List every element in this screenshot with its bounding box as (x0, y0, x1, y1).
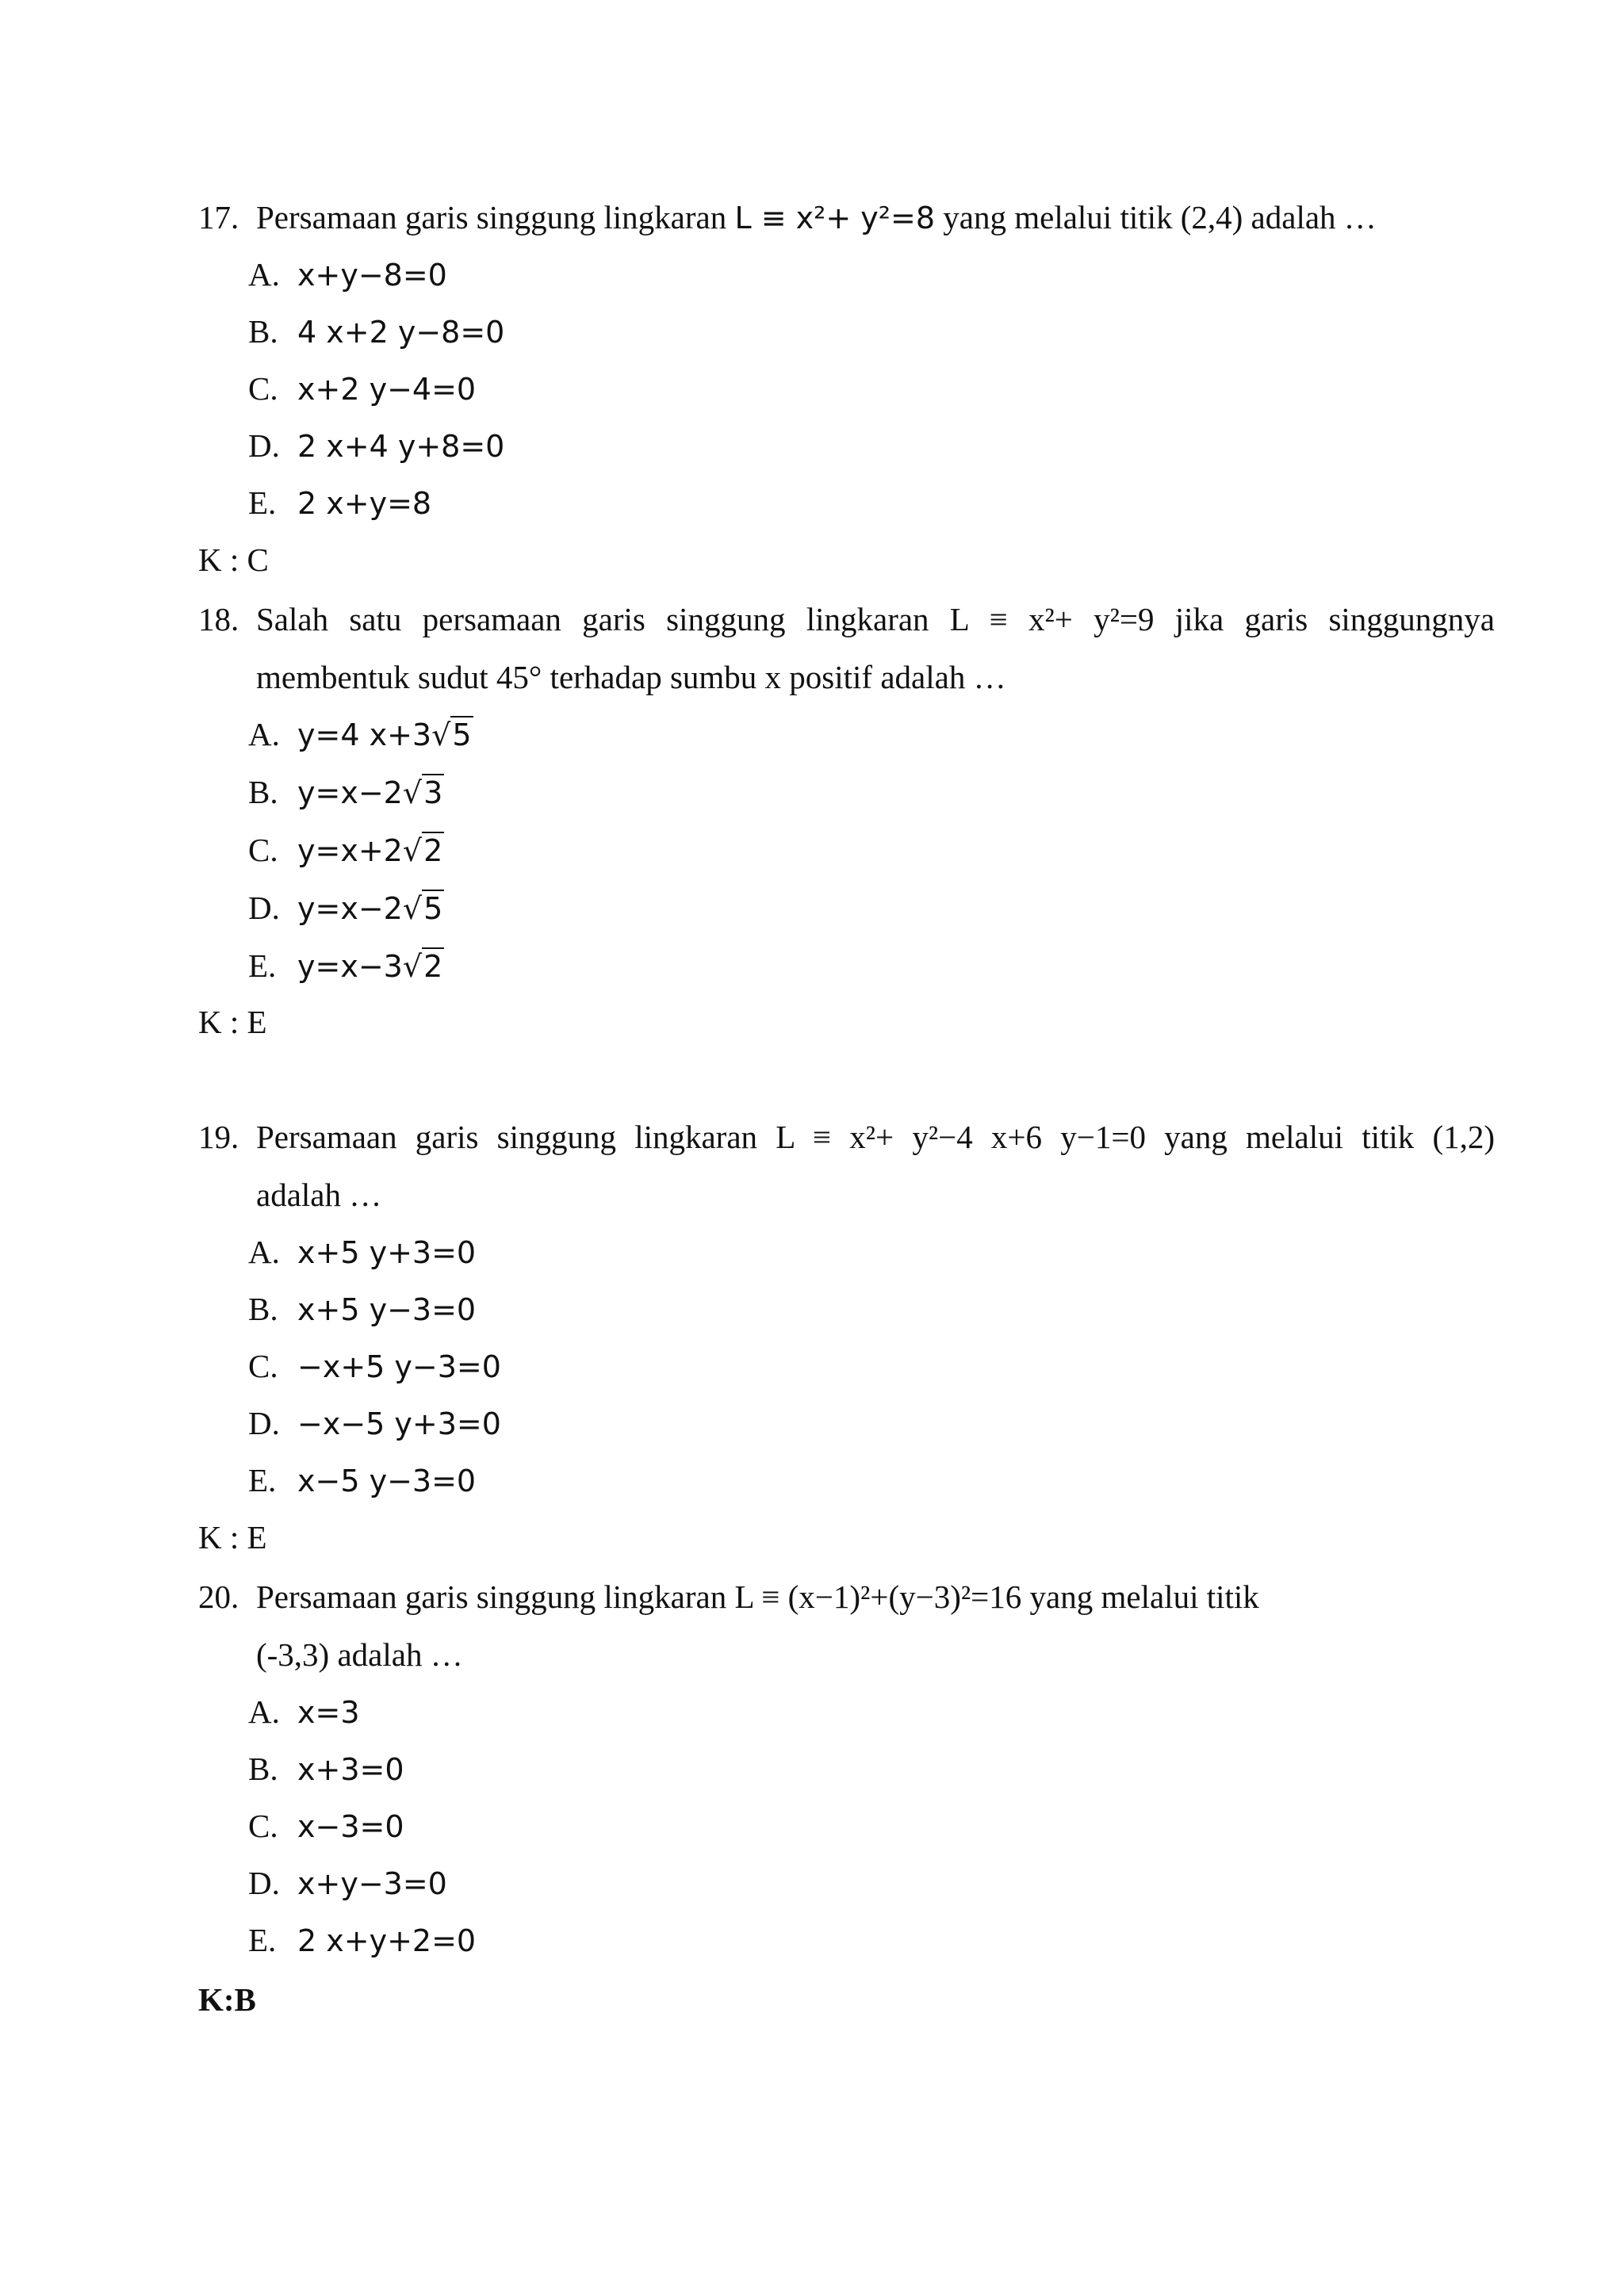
option-text: x+5 y+3=0 (297, 1235, 477, 1270)
sqrt-icon: √5 (431, 718, 472, 752)
radicand: 3 (423, 775, 443, 810)
question-18-option-a[interactable] (248, 715, 473, 753)
radicand: 2 (423, 949, 443, 984)
question-20-stem-line2: (-3,3) adalah … (256, 1636, 463, 1673)
question-17-stem (256, 198, 1377, 236)
question-19-stem-line2: adalah … (256, 1177, 382, 1213)
option-letter: C. (248, 832, 278, 868)
question-18-stem-line1: Salah satu persamaan garis singgung lingkaran L ≡ x²+ y²=9 jika garis singgungnya (256, 601, 1495, 637)
option-text: −x+5 y−3=0 (297, 1349, 501, 1384)
option-letter: D. (248, 1405, 280, 1441)
question-20-number: 20. (198, 1578, 239, 1615)
sqrt-icon: √3 (402, 775, 443, 810)
option-text: x−3=0 (297, 1809, 404, 1844)
question-19-option-c[interactable] (248, 1347, 501, 1385)
option-text: x+y−3=0 (297, 1866, 447, 1901)
option-text: y=x−3 (297, 949, 403, 984)
question-17-option-e[interactable] (248, 484, 431, 522)
question-20-option-a[interactable] (248, 1693, 360, 1731)
question-20-stem-line1: Persamaan garis singgung lingkaran L ≡ (x−1)²+(y−3)²=16 yang melalui titik (256, 1578, 1259, 1615)
question-19-stem-line1: Persamaan garis singgung lingkaran L ≡ x²+ y²−4 x+6 y−1=0 yang melalui titik (1,2) (256, 1119, 1495, 1155)
sqrt-icon: √5 (402, 891, 443, 926)
question-19-answer-key: K : E (198, 1519, 267, 1556)
option-text: y=x−2 (297, 775, 403, 810)
question-18-option-c[interactable] (248, 831, 444, 869)
question-17-answer-key: K : C (198, 541, 269, 578)
question-17-option-a[interactable] (248, 255, 447, 293)
option-letter: D. (248, 890, 280, 926)
radicand: 2 (423, 833, 443, 868)
option-letter: E. (248, 484, 277, 521)
option-letter: E. (248, 1922, 277, 1958)
option-text: y=x+2 (297, 833, 403, 868)
option-text: y=4 x+3 (297, 718, 432, 752)
option-text: 2 x+4 y+8=0 (297, 429, 505, 464)
question-18-option-e[interactable] (248, 947, 444, 985)
option-letter: C. (248, 370, 278, 407)
option-letter: D. (248, 427, 280, 464)
question-18-answer-key: K : E (198, 1004, 267, 1040)
question-17-number: 17. (198, 199, 239, 235)
option-letter: B. (248, 1291, 278, 1327)
question-20-option-e[interactable] (248, 1921, 476, 1959)
option-letter: C. (248, 1808, 278, 1844)
question-18-number: 18. (198, 601, 239, 637)
option-letter: B. (248, 1751, 278, 1787)
question-17-equation: L ≡ x²+ y²=8 (734, 201, 936, 235)
option-text: x+2 y−4=0 (297, 372, 477, 407)
option-letter: D. (248, 1865, 280, 1901)
radicand: 5 (452, 718, 472, 752)
question-20-option-b[interactable] (248, 1750, 404, 1788)
option-text: y=x−2 (297, 891, 403, 926)
question-20-option-c[interactable] (248, 1807, 404, 1845)
sqrt-icon: √2 (402, 833, 443, 868)
question-19-option-e[interactable] (248, 1461, 476, 1499)
option-letter: A. (248, 716, 280, 752)
question-17-option-d[interactable] (248, 427, 504, 465)
question-20-option-d[interactable] (248, 1864, 447, 1902)
question-19-number: 19. (198, 1119, 239, 1155)
option-letter: B. (248, 774, 278, 810)
sqrt-icon: √2 (402, 949, 443, 984)
question-17-stem-pre: Persamaan garis singgung lingkaran (256, 199, 727, 235)
option-text: x=3 (297, 1695, 360, 1730)
question-19-option-b[interactable] (248, 1290, 476, 1328)
radicand: 5 (423, 891, 443, 926)
question-17-option-b[interactable] (248, 312, 504, 350)
option-letter: A. (248, 1234, 280, 1270)
option-letter: C. (248, 1348, 278, 1384)
question-17-option-c[interactable] (248, 369, 476, 408)
option-text: x+y−8=0 (297, 258, 447, 293)
option-text: x−5 y−3=0 (297, 1464, 477, 1498)
option-letter: A. (248, 1693, 280, 1730)
option-letter: E. (248, 947, 277, 984)
option-letter: B. (248, 313, 278, 350)
option-text: x+3=0 (297, 1752, 404, 1787)
question-20-answer-key: K:B (198, 1981, 256, 2018)
question-19-option-a[interactable] (248, 1233, 476, 1271)
question-17-stem-post: yang melalui titik (2,4) adalah … (943, 199, 1377, 235)
option-text: x+5 y−3=0 (297, 1292, 477, 1327)
option-text: −x−5 y+3=0 (297, 1406, 501, 1441)
option-letter: E. (248, 1462, 277, 1498)
option-text: 2 x+y+2=0 (297, 1923, 477, 1958)
question-18-option-b[interactable] (248, 773, 444, 811)
question-18-stem-line2: membentuk sudut 45° terhadap sumbu x positif adalah … (256, 659, 1006, 695)
question-19-option-d[interactable] (248, 1404, 501, 1442)
option-text: 2 x+y=8 (297, 486, 432, 521)
question-18-option-d[interactable] (248, 889, 444, 927)
option-letter: A. (248, 256, 280, 293)
option-text: 4 x+2 y−8=0 (297, 315, 505, 350)
